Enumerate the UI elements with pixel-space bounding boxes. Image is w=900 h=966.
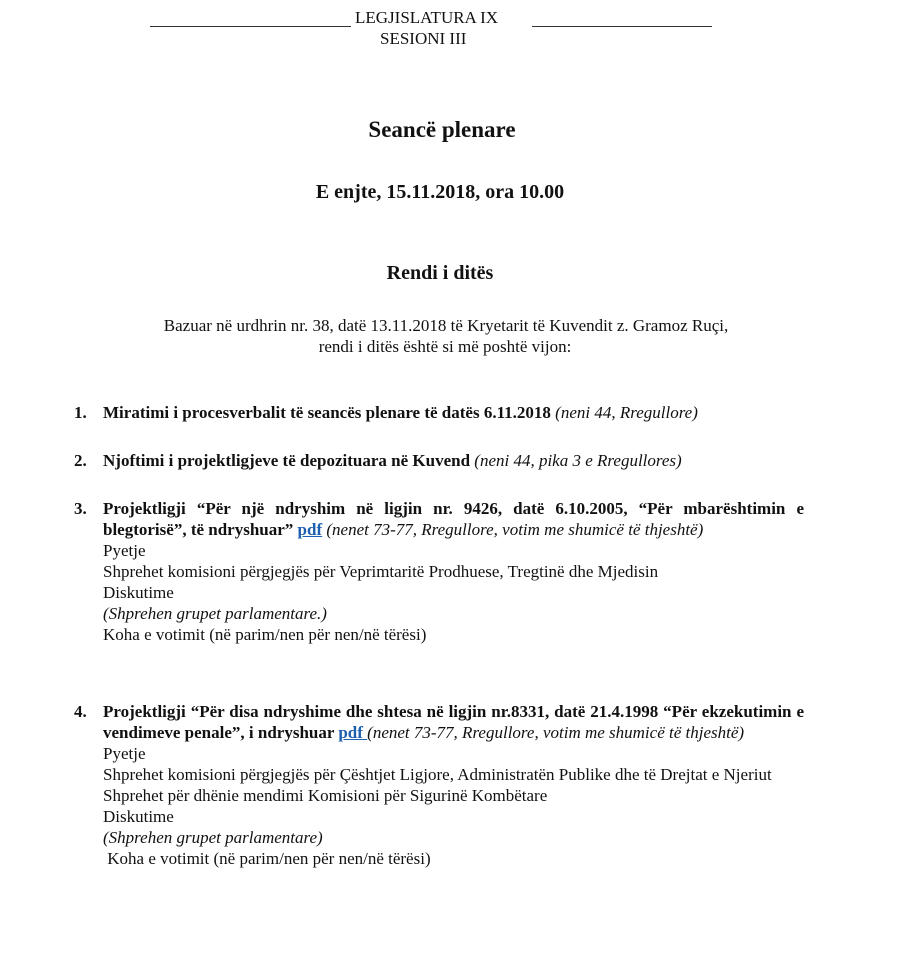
item-title: Projektligji “Për disa ndryshime dhe shtesa në ligjin nr.8331, datë 21.4.1998 “Për ekzekutimin e vendimeve penale”, i ndryshuar xyxy=(103,702,804,742)
step-voting: Koha e votimit (në parim/nen për nen/në tërësi) xyxy=(103,849,431,868)
session-label: SESIONI III xyxy=(380,29,467,48)
step-committee-report: Shprehet komisioni përgjegjës për Çështjet Ligjore, Administratën Publike dhe të Drejtat e Njeriut xyxy=(103,765,772,784)
intro-line-2: rendi i ditës është si më poshtë vijon: xyxy=(318,337,572,356)
session-date: E enjte, 15.11.2018, ora 10.00 xyxy=(315,181,565,203)
item-number: 2. xyxy=(74,451,87,470)
item-number: 3. xyxy=(74,499,87,518)
agenda-heading: Rendi i ditës xyxy=(386,262,494,284)
pdf-link[interactable]: pdf xyxy=(338,723,368,742)
step-parliamentary-groups: (Shprehen grupet parlamentare) xyxy=(103,828,323,847)
step-questions: Pyetje xyxy=(103,744,146,763)
agenda-item-3 xyxy=(74,498,804,645)
agenda-item-2 xyxy=(74,450,804,471)
item-reference: (nenet 73-77, Rregullore, votim me shumicë të thjeshtë) xyxy=(367,723,745,742)
step-discussion: Diskutime xyxy=(103,583,174,602)
intro-paragraph xyxy=(0,315,900,357)
step-committee-report: Shprehet komisioni përgjegjës për Veprimtaritë Prodhuese, Tregtinë dhe Mjedisin xyxy=(103,562,659,581)
page-title: Seancë plenare xyxy=(368,117,516,142)
item-title: Miratimi i procesverbalit të seancës plenare të datës 6.11.2018 xyxy=(103,403,551,422)
item-reference: (neni 44, Rregullore) xyxy=(555,403,698,422)
legislature-label: LEGJISLATURA IX xyxy=(355,8,499,27)
step-parliamentary-groups: (Shprehen grupet parlamentare.) xyxy=(103,604,327,623)
step-questions: Pyetje xyxy=(103,541,146,560)
item-title-block xyxy=(103,498,804,540)
pdf-link[interactable]: pdf xyxy=(297,520,323,539)
item-title-block xyxy=(103,701,804,743)
agenda-item-1 xyxy=(74,402,804,423)
agenda-item-4 xyxy=(74,701,804,869)
header-rule-right xyxy=(532,26,712,27)
item-number: 4. xyxy=(74,702,87,721)
item-title: Projektligji “Për një ndryshim në ligjin nr. 9426, datë 6.10.2005, “Për mbarështimin e blegtorisë”, të ndryshuar” xyxy=(103,499,804,539)
step-discussion: Diskutime xyxy=(103,807,174,826)
item-reference: (nenet 73-77, Rregullore, votim me shumicë të thjeshtë) xyxy=(326,520,704,539)
item-reference: (neni 44, pika 3 e Rregullores) xyxy=(474,451,682,470)
step-opinion-committee: Shprehet për dhënie mendimi Komisioni për Sigurinë Kombëtare xyxy=(103,786,548,805)
item-number: 1. xyxy=(74,403,87,422)
step-voting: Koha e votimit (në parim/nen për nen/në tërësi) xyxy=(103,625,427,644)
intro-line-1: Bazuar në urdhrin nr. 38, datë 13.11.2018 të Kryetarit të Kuvendit z. Gramoz Ruçi, xyxy=(163,316,729,335)
header-rule-left xyxy=(150,26,351,27)
item-title: Njoftimi i projektligjeve të depozituara në Kuvend xyxy=(103,451,471,470)
